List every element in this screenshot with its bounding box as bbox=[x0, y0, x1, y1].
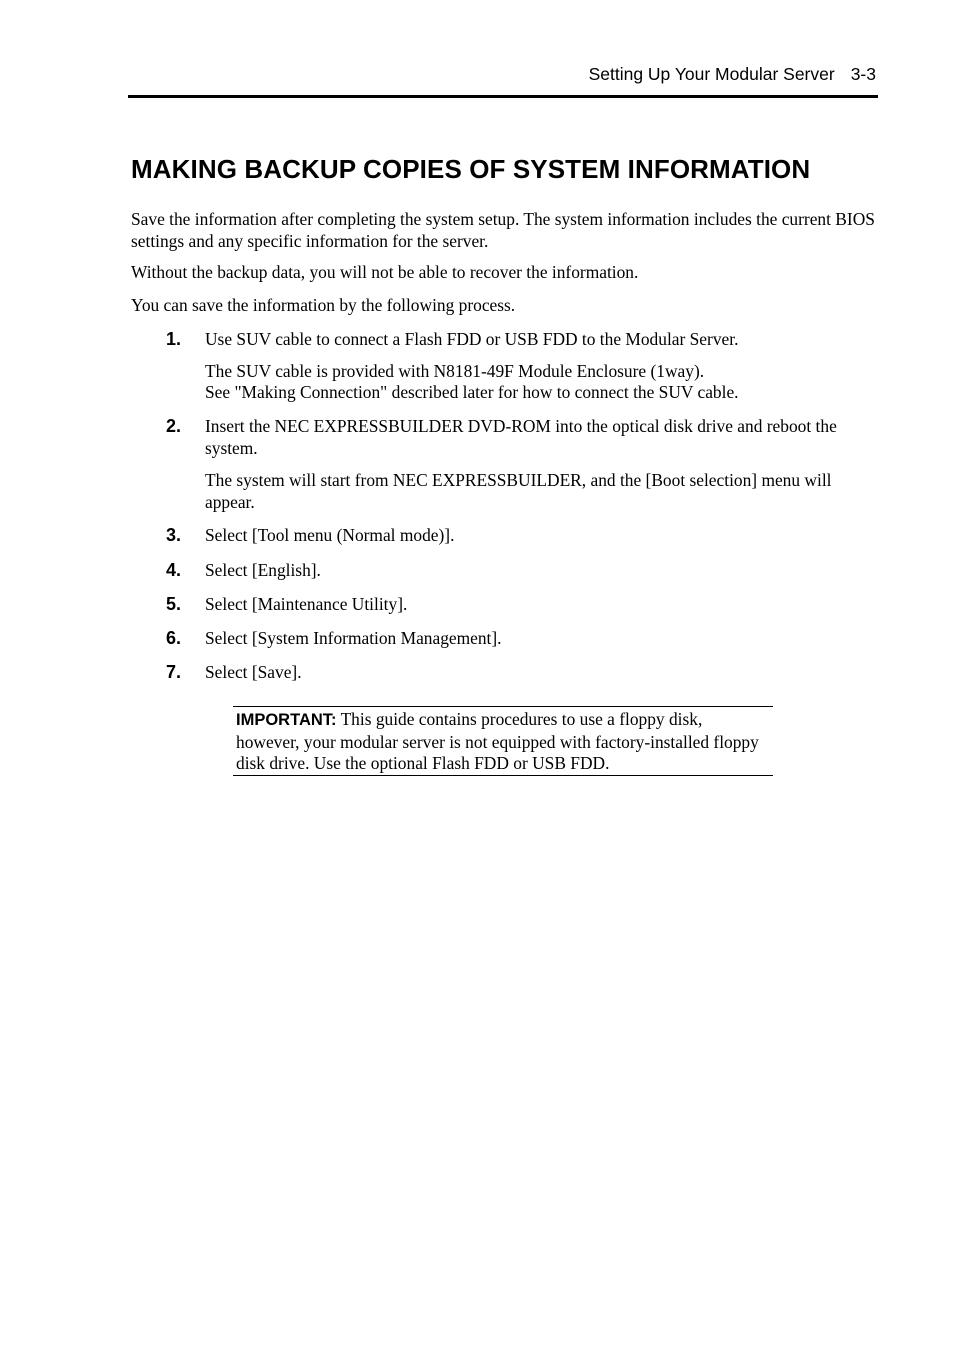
step-1-note-2: See "Making Connection" described later for how to connect the SUV cable. bbox=[205, 382, 739, 402]
intro-paragraph: Save the information after completing the system setup. The system information includes the current BIOS settings and any specific information for the server. bbox=[131, 209, 875, 251]
running-header-title: Setting Up Your Modular Server bbox=[588, 64, 835, 84]
step-number: 7. bbox=[166, 662, 182, 682]
step-number: 4. bbox=[166, 560, 182, 580]
process-paragraph: You can save the information by the following process. bbox=[131, 295, 516, 315]
step-1-note-1: The SUV cable is provided with N8181-49F Module Enclosure (1way). bbox=[205, 361, 705, 381]
step-text: Select [Tool menu (Normal mode)]. bbox=[205, 525, 455, 545]
warning-paragraph: Without the backup data, you will not be able to recover the information. bbox=[131, 262, 639, 282]
step-number: 1. bbox=[166, 329, 182, 349]
step-number: 2. bbox=[166, 416, 182, 436]
important-text-block bbox=[236, 709, 770, 775]
step-2-note-1: The system will start from NEC EXPRESSBUILDER, and the [Boot selection] menu will appear. bbox=[205, 470, 832, 512]
step-text: Use SUV cable to connect a Flash FDD or USB FDD to the Modular Server. bbox=[205, 329, 739, 349]
running-header bbox=[589, 64, 876, 85]
step-text: Select [English]. bbox=[205, 560, 321, 580]
step-number: 6. bbox=[166, 628, 182, 648]
header-rule bbox=[128, 95, 878, 98]
page-number: 3-3 bbox=[850, 64, 876, 84]
important-notice bbox=[233, 706, 773, 776]
step-text: Insert the NEC EXPRESSBUILDER DVD-ROM into the optical disk drive and reboot the system. bbox=[205, 416, 837, 458]
step-text: Select [System Information Management]. bbox=[205, 628, 502, 648]
important-body: This guide contains procedures to use a floppy disk, however, your modular server is not equipped with factory-installed floppy disk drive. Use the optional Flash FDD or USB FDD. bbox=[236, 709, 759, 773]
important-label: IMPORTANT: bbox=[236, 711, 337, 729]
step-number: 5. bbox=[166, 594, 182, 614]
step-text: Select [Maintenance Utility]. bbox=[205, 594, 408, 614]
step-text: Select [Save]. bbox=[205, 662, 302, 682]
step-number: 3. bbox=[166, 525, 182, 545]
section-title: MAKING BACKUP COPIES OF SYSTEM INFORMATION bbox=[131, 154, 811, 184]
